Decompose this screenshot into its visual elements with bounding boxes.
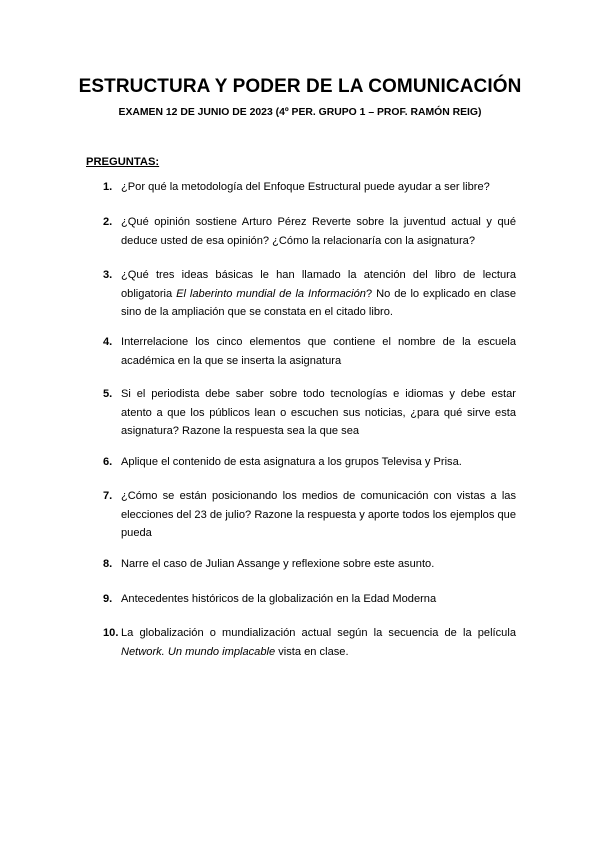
question-number: 2. [103,216,113,228]
question-number: 8. [103,558,113,570]
question-number: 6. [103,456,113,468]
question-text: ¿Qué opinión sostiene Arturo Pérez Reverte sobre la juventud actual y qué deduce usted de esa opinión? ¿Cómo la relacionaría con la asignatura? [121,216,516,247]
film-title: Network. Un mundo implacable [121,645,276,658]
question-item-5 [86,385,516,441]
question-item-7 [86,487,516,543]
question-item-1 [86,178,516,197]
question-text: Narre el caso de Julian Assange y reflexione sobre este asunto. [121,558,435,570]
question-text [121,624,516,661]
question-text: Si el periodista debe saber sobre todo tecnologías e idiomas y debe estar atento a que los públicos lean o escuchen sus noticias, ¿para qué sirve esta asignatura? Razone la respuesta sea la que sea [121,388,516,437]
question-text: Antecedentes históricos de la globalización en la Edad Moderna [121,593,437,605]
section-label-preguntas: PREGUNTAS: [86,156,160,168]
question-number: 9. [103,593,113,605]
question-text-part: La globalización o mundialización actual según la secuencia de la película [121,627,516,639]
question-text-part: ¿Qué tres ideas básicas le han llamado la atención del libro de lectura obligatoria [121,269,516,300]
document-title: ESTRUCTURA Y PODER DE LA COMUNICACIÓN [78,76,522,97]
question-item-8 [86,555,516,574]
question-text [121,266,516,322]
question-text: Interrelacione los cinco elementos que contiene el nombre de la escuela académica en la que se inserta la asignatura [121,336,516,367]
question-number: 1. [103,181,113,193]
question-item-4 [86,333,516,370]
book-title: El laberinto mundial de la Información [176,287,366,300]
question-number: 5. [103,388,113,400]
question-number: 4. [103,336,113,348]
question-number: 10. [103,627,119,639]
question-item-2 [86,213,516,250]
question-item-9 [86,590,516,609]
question-number: 3. [103,269,113,281]
question-item-6 [86,453,516,472]
question-item-3 [86,266,516,322]
question-number: 7. [103,490,113,502]
question-text-part: vista en clase. [275,645,349,658]
question-text: Aplique el contenido de esta asignatura a los grupos Televisa y Prisa. [121,456,462,468]
question-text: ¿Cómo se están posicionando los medios de comunicación con vistas a las elecciones del 23 de julio? Razone la respuesta y aporte todos los ejemplos que pueda [121,490,516,539]
question-item-10 [86,624,516,661]
question-text: ¿Por qué la metodología del Enfoque Estructural puede ayudar a ser libre? [121,181,490,193]
question-text-part: ? No de lo explicado en clase sino de la ampliación que se constata en el citado libro. [121,287,516,318]
exam-subtitle: EXAMEN 12 DE JUNIO DE 2023 (4º PER. GRUPO 1 – PROF. RAMÓN REIG) [118,107,482,118]
